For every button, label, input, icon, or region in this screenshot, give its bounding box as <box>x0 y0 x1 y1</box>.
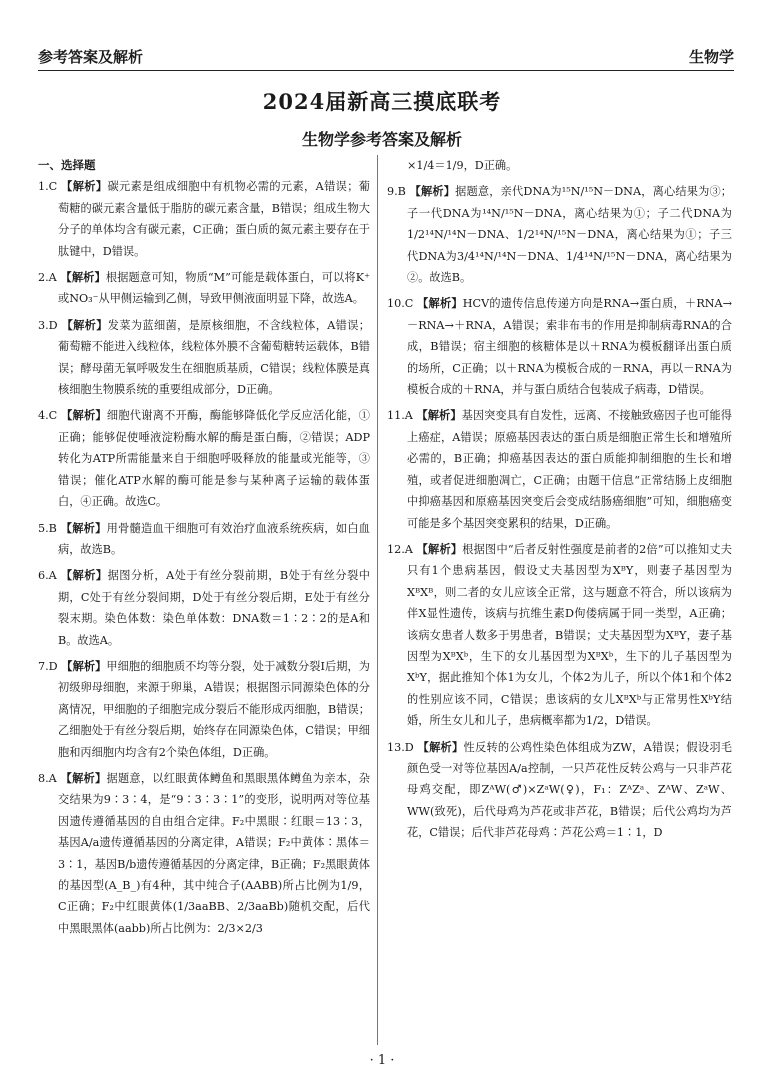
answer-item <box>38 518 370 561</box>
analysis-text: 据图分析，A处于有丝分裂前期，B处于有丝分裂中期，C处于有丝分裂间期，D处于有丝分裂后期，E处于有丝分裂末期。染色体数：染色单体数：DNA数＝1∶2∶2的是A和B。故选A。 <box>58 569 370 647</box>
analysis-text: 性反转的公鸡性染色体组成为ZW，A错误；假设羽毛颜色受一对等位基因A/a控制，一只芦花性反转公鸡与一只非芦花母鸡交配，即ZᴬW(♂)×ZᵃW(♀)，F₁：ZᴬZᵃ、ZᴬW、ZᵃW、WW(致死)，后代母鸡为芦花或非芦花，B错误；后代公鸡均为芦花，C错误；后代非芦花母鸡∶芦花公鸡＝1∶1，D <box>407 740 732 840</box>
left-answer-list <box>38 176 370 939</box>
answer-number: 1.C <box>38 180 58 194</box>
analysis-text: 碳元素是组成细胞中有机物必需的元素，A错误；葡萄糖的碳元素含量低于脂肪的碳元素含量，B错误；组成生物大分子的单体均含有碳元素，C正确；蛋白质的氮元素主要存在于肽键中，D错误。 <box>58 180 370 258</box>
analysis-tag: 【解析】 <box>61 179 108 194</box>
answer-number: 5.B <box>38 521 57 535</box>
exam-subtitle: 生物学参考答案及解析 <box>301 130 462 149</box>
answer-item <box>38 176 370 262</box>
analysis-text: 据题意，亲代DNA为¹⁵N/¹⁵N－DNA，离心结果为③；子一代DNA为¹⁴N/¹⁵N－DNA，离心结果为①；子二代DNA为1/2¹⁴N/¹⁴N－DNA、1/2¹⁴N/¹⁵N－DNA，离心结果为①；子三代DNA为3/4¹⁴N/¹⁴N－DNA、1/4¹⁴N/¹⁵N－DNA，离心结果为②。故选B。 <box>407 185 732 285</box>
answer-item <box>38 267 370 310</box>
analysis-tag: 【解析】 <box>61 408 107 423</box>
continued-text: ×1/4＝1/9，D正确。 <box>407 159 518 172</box>
analysis-text: 基因突变具有自发性，远离、不接触致癌因子也可能得上癌症，A错误；原癌基因表达的蛋白质是细胞正常生长和增殖所必需的，B正确；抑癌基因表达的蛋白质能抑制细胞的生长和增殖，或者促进细胞凋亡，C正确；由题干信息“正常结肠上皮细胞中抑癌基因和原癌基因突变后会变成结肠癌细胞”可知，细胞癌变可能是多个基因突变累积的结果，D正确。 <box>407 409 732 530</box>
answer-item <box>387 181 732 288</box>
answer-number: 11.A <box>387 409 413 423</box>
analysis-text: 根据图中“后者反射性强度是前者的2倍”可以推知丈夫只有1个患病基因，假设丈夫基因型为XᴮY，则妻子基因型为XᴮXᴮ，则二者的女儿应该全正常，这与题意不符合，所以该病为伴X显性遗传，该病与抗维生素D佝偻病属于同一类型，A正确；该病女患者人数多于男患者，B错误；丈夫基因型为XᴮY，妻子基因型为XᴮXᵇ，生下的女儿基因型为XᴮXᵇ，生下的儿子基因型为XᵇY，据此推知个体1为女儿，个体2为儿子，所以个体1和个体2的性别应该不同，C错误；患该病的女儿XᴮXᵇ与正常男性XᵇY结婚，所生女儿和儿子，患病概率都为1/2，D错误。 <box>407 542 732 728</box>
left-column <box>38 155 370 944</box>
answer-item <box>387 293 732 400</box>
analysis-text: 用骨髓造血干细胞可有效治疗血液系统疾病，如白血病，故选B。 <box>58 521 370 556</box>
analysis-tag: 【解析】 <box>416 408 462 423</box>
answer-item <box>387 405 732 533</box>
analysis-tag: 【解析】 <box>60 270 106 285</box>
answer-item <box>387 737 732 844</box>
answer-number: 12.A <box>387 542 413 556</box>
analysis-text: 据题意，以红眼黄体鳟鱼和黑眼黑体鳟鱼为亲本，杂交结果为9∶3∶4，是“9∶3∶3∶1”的变形，说明两对等位基因遗传遵循基因的自由组合定律。F₂中黑眼∶红眼＝13∶3，基因A/a遗传遵循基因的分离定律，A错误；F₂中黄体∶黑体＝3∶1，基因B/b遗传遵循基因的分离定律，B正确；F₂黑眼黄体的基因型(A_B_)有4种，其中纯合子(AABB)所占比例为1/9，C正确；F₂中红眼黄体(1/3aaBB、2/3aaBb)随机交配，后代中黑眼黑体(aabb)所占比例为：2/3×2/3 <box>58 771 370 935</box>
analysis-text: HCV的遗传信息传递方向是RNA→蛋白质，＋RNA→－RNA→＋RNA，A错误；索非布韦的作用是抑制病毒RNA的合成，B错误；宿主细胞的核糖体是以＋RNA为模板翻译出蛋白质的场所，C正确；以＋RNA为模板合成的－RNA，再以－RNA为模板合成的＋RNA，并与蛋白质结合包装成子病毒，D错误。 <box>407 297 732 397</box>
section-heading: 一、选择题 <box>38 158 96 172</box>
answer-item <box>387 539 732 732</box>
analysis-text: 甲细胞的细胞质不均等分裂，处于减数分裂Ⅰ后期，为初级卵母细胞，来源于卵巢，A错误；根据图示同源染色体的分离情况，甲细胞的子细胞完成分裂后不能形成丙细胞，B错误；乙细胞处于有丝分裂后期，始终存在同源染色体，C错误；甲细胞和丙细胞内均含有2个染色体组，D正确。 <box>58 659 370 759</box>
right-column <box>387 155 732 849</box>
answer-number: 6.A <box>38 569 57 583</box>
answer-number: 13.D <box>387 740 414 754</box>
page-number: · 1 · <box>369 1053 395 1068</box>
header-left-title: 参考答案及解析 <box>38 48 144 66</box>
answer-item <box>38 405 370 512</box>
answer-item <box>38 656 370 763</box>
exam-title: 2024届新高三摸底联考 <box>262 89 502 114</box>
answer-item <box>38 315 370 401</box>
analysis-tag: 【解析】 <box>60 568 108 583</box>
analysis-tag: 【解析】 <box>417 739 464 754</box>
analysis-text: 细胞代谢离不开酶，酶能够降低化学反应活化能，①正确；能够促使唾液淀粉酶水解的酶是蛋白酶，②错误；ADP转化为ATP所需能量来自于细胞呼吸释放的能量或光能等，③错误；催化ATP水解的酶可能是参与某种离子运输的载体蛋白，④正确。故选C。 <box>58 409 370 509</box>
analysis-text: 根据题意可知，物质“M”可能是载体蛋白，可以将K⁺或NO₃⁻从甲侧运输到乙侧，导致甲侧液面明显下降，故选A。 <box>58 271 370 306</box>
analysis-text: 发菜为蓝细菌，是原核细胞，不含线粒体，A错误；葡萄糖不能进入线粒体，线粒体外膜不含葡萄糖转运载体，B错误；酵母菌无氧呼吸发生在细胞质基质，C错误；线粒体膜是真核细胞生物膜系统的重要组成部分，D正确。 <box>58 318 370 397</box>
answer-number: 9.B <box>387 185 406 199</box>
answer-number: 4.C <box>38 409 58 423</box>
answer-number: 7.D <box>38 659 58 673</box>
analysis-tag: 【解析】 <box>60 520 107 535</box>
page-header <box>38 44 734 71</box>
answer-item <box>38 768 370 939</box>
answer-number: 10.C <box>387 297 414 311</box>
analysis-tag: 【解析】 <box>409 184 456 199</box>
right-answer-list <box>387 181 732 843</box>
analysis-tag: 【解析】 <box>416 541 463 556</box>
answer-number: 3.D <box>38 318 58 332</box>
answer-number: 2.A <box>38 271 57 285</box>
column-divider <box>377 155 378 1045</box>
analysis-tag: 【解析】 <box>61 658 107 673</box>
header-subject: 生物学 <box>688 48 734 66</box>
answer-item <box>38 565 370 651</box>
analysis-tag: 【解析】 <box>417 296 463 311</box>
analysis-tag: 【解析】 <box>61 317 108 332</box>
analysis-tag: 【解析】 <box>60 770 107 785</box>
answer-number: 8.A <box>38 771 57 785</box>
